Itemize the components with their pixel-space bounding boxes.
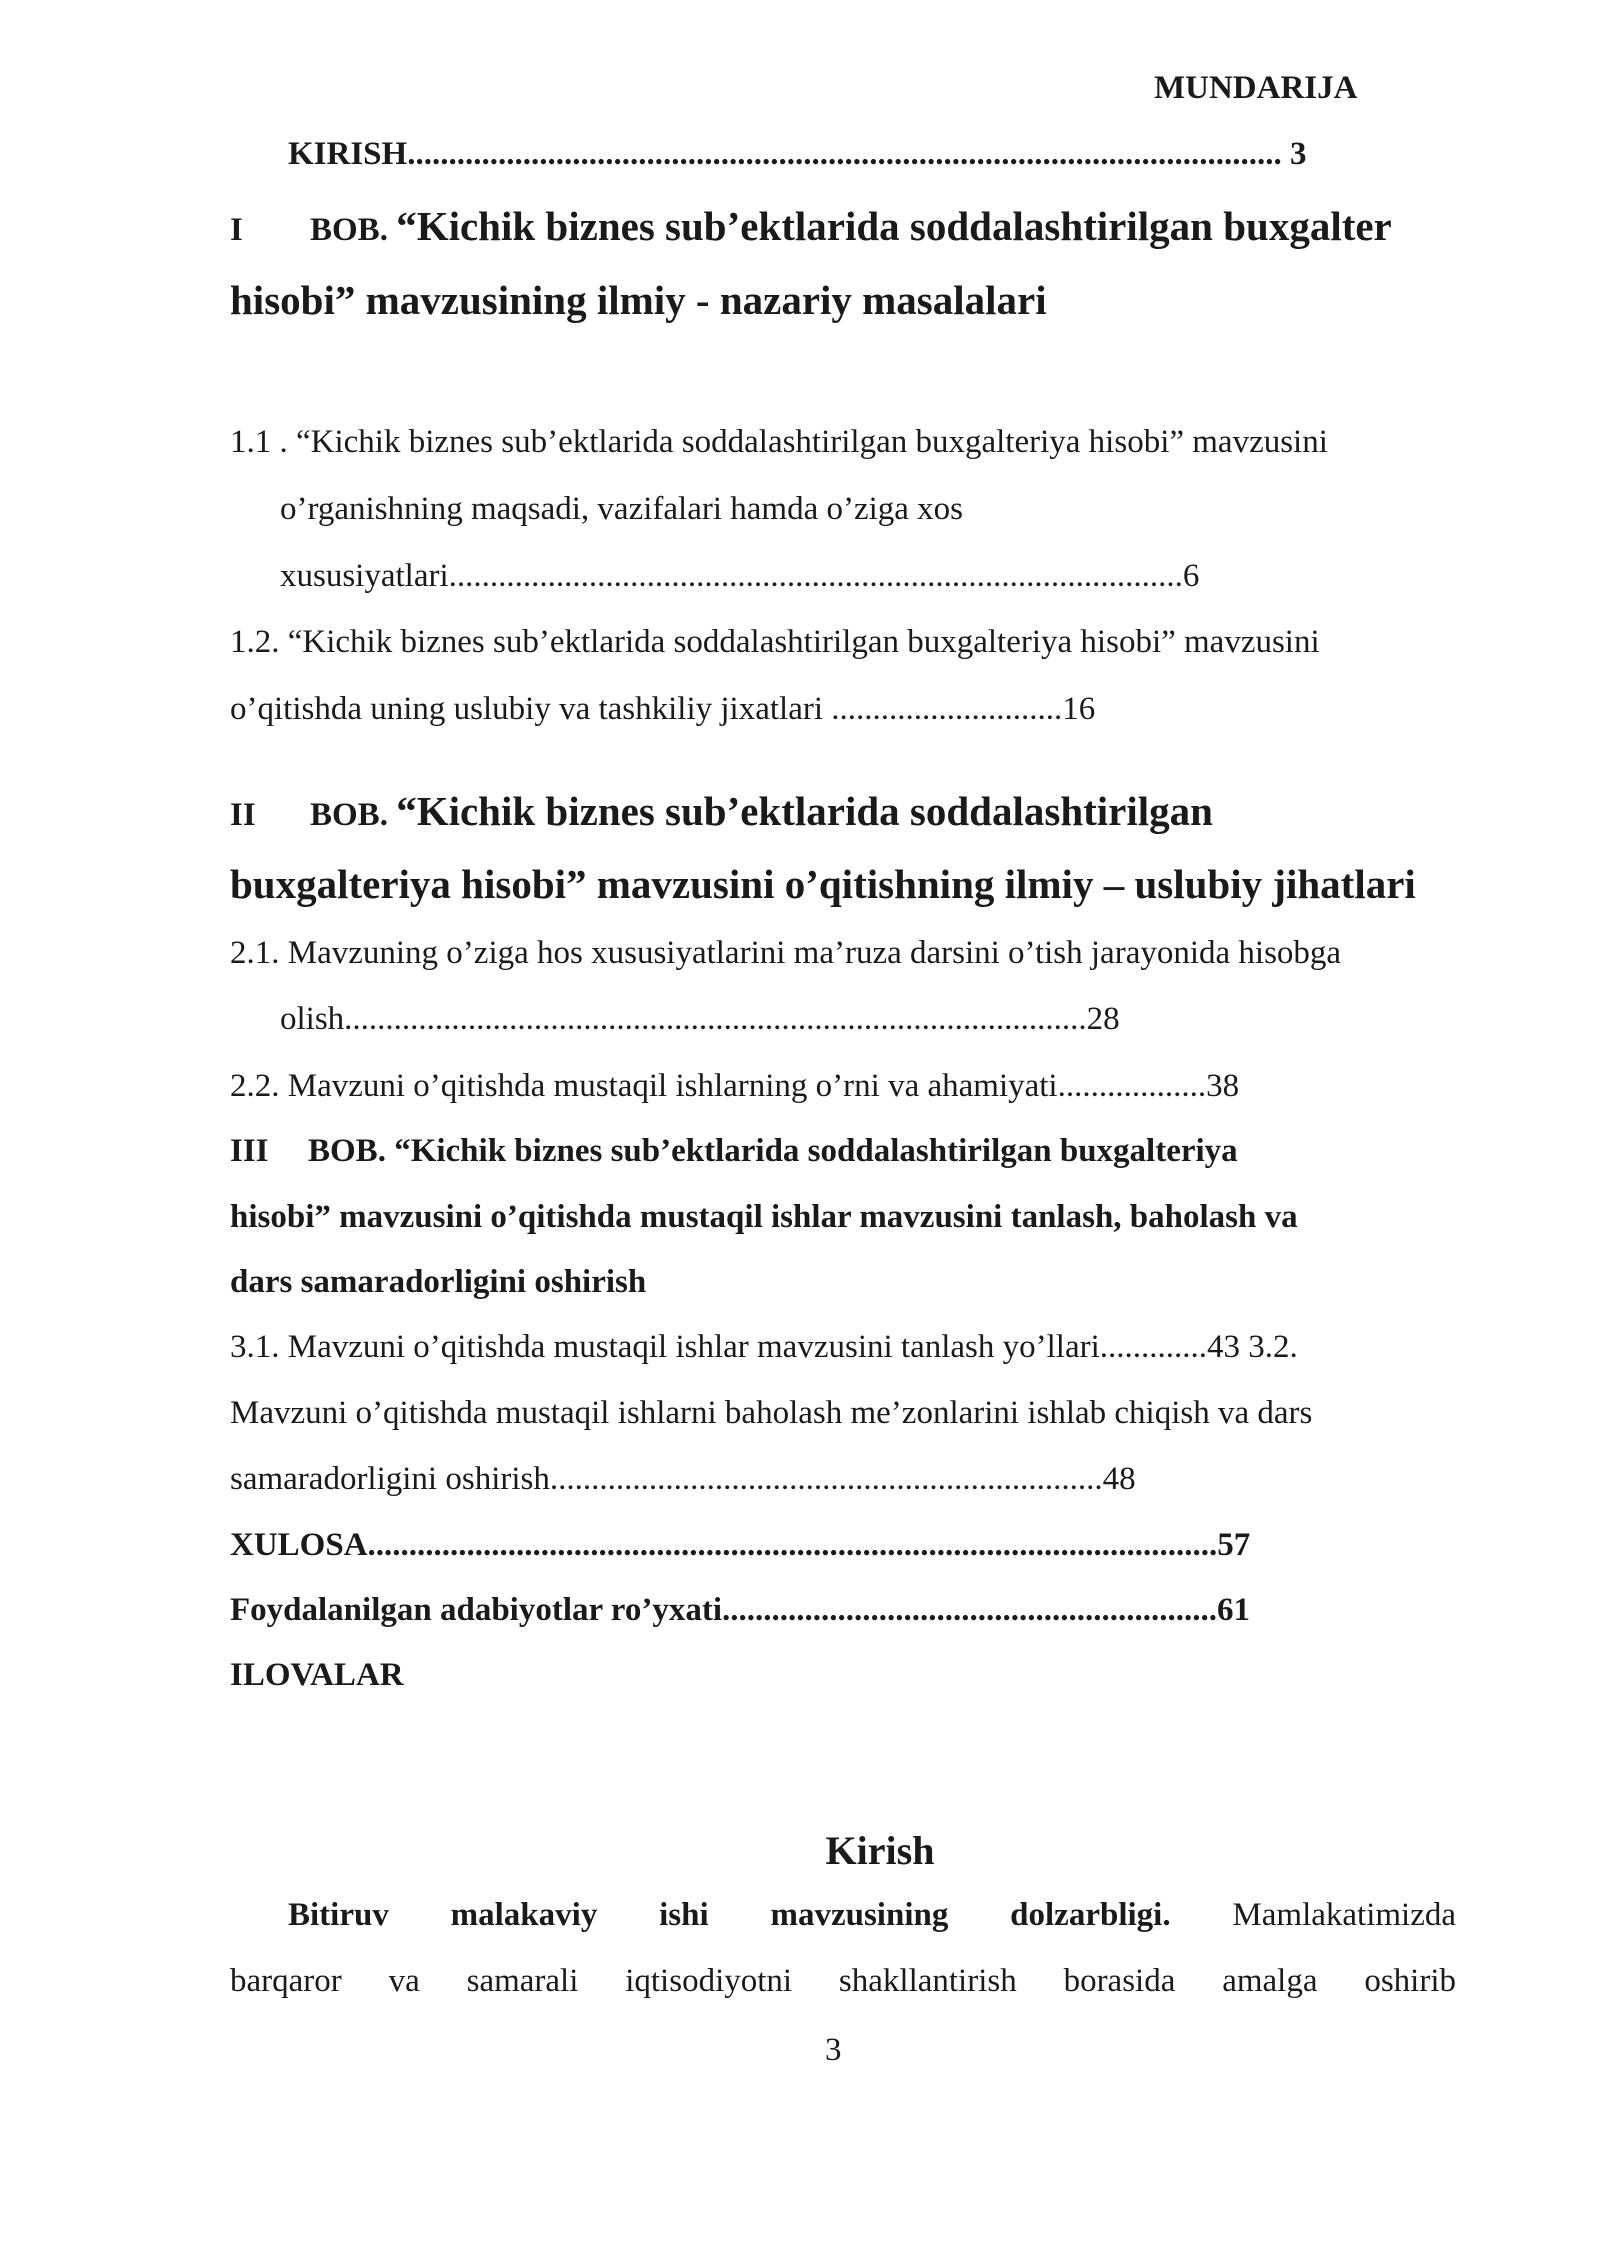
toc-chapter-3-heading xyxy=(230,1131,1238,1171)
toc-item-1-2-line2: o’qitishda uning uslubiy va tashkiliy jixatlari ............................16 xyxy=(230,691,1096,727)
toc-entry-xulosa: XULOSA.......................................................................................................57 xyxy=(230,1527,1251,1563)
toc-item-1-1-line2: o’rganishning maqsadi, vazifalari hamda o’ziga xos xyxy=(280,491,964,527)
chapter-2-bob: BOB. xyxy=(310,797,388,833)
toc-heading: MUNDARIJA xyxy=(1154,70,1358,106)
chapter-3-bob: BOB. xyxy=(308,1133,386,1169)
chapter-1-title-line1: “Kichik biznes sub’ektlarida soddalashtirilgan buxgalter xyxy=(396,203,1392,249)
toc-item-3-line3: samaradorligini oshirish...................................................................48 xyxy=(230,1461,1136,1497)
chapter-1-bob: BOB. xyxy=(310,212,388,248)
toc-item-1-1-line1: 1.1 . “Kichik biznes sub’ektlarida soddalashtirilgan buxgalteriya hisobi” mavzusini xyxy=(230,424,1328,460)
page-number: 3 xyxy=(825,2032,842,2068)
chapter-3-title-line1: “Kichik biznes sub’ektlarida soddalashtirilgan buxgalteriya xyxy=(394,1133,1238,1169)
toc-entry-ilovalar: ILOVALAR xyxy=(230,1657,404,1693)
chapter-2-title-line1: “Kichik biznes sub’ektlarida soddalashtirilgan xyxy=(396,788,1213,834)
toc-item-2-2: 2.2. Mavzuni o’qitishda mustaqil ishlarning o’rni va ahamiyati..................38 xyxy=(230,1068,1240,1104)
toc-item-2-1-line2: olish..........................................................................................28 xyxy=(280,1001,1120,1037)
toc-item-3-line1: 3.1. Mavzuni o’qitishda mustaqil ishlar mavzusini tanlash yo’llari.............43 3.2. xyxy=(230,1329,1298,1365)
intro-paragraph-line1 xyxy=(230,1895,1456,1935)
intro-title: Kirish xyxy=(825,1828,935,1873)
chapter-1-roman: I xyxy=(230,212,243,248)
intro-lead-bold: Bitiruv malakaviy ishi mavzusining dolzarbligi. xyxy=(288,1897,1171,1933)
toc-item-2-1-line1: 2.1. Mavzuning o’ziga hos xususiyatlarini ma’ruza darsini o’tish jarayonida hisobga xyxy=(230,935,1342,971)
chapter-3-roman: III xyxy=(230,1133,269,1169)
toc-item-3-line2: Mavzuni o’qitishda mustaqil ishlarni baholash me’zonlarini ishlab chiqish va dars xyxy=(230,1395,1313,1431)
chapter-2-roman: II xyxy=(230,797,256,833)
intro-paragraph-line2: barqaror va samarali iqtisodiyotni shakllantirish borasida amalga oshirib xyxy=(230,1963,1456,1999)
toc-item-1-2-line1: 1.2. “Kichik biznes sub’ektlarida soddalashtirilgan buxgalteriya hisobi” mavzusini xyxy=(230,624,1320,660)
toc-entry-kirish: KIRISH.......................................................................................................... 3 xyxy=(288,136,1307,172)
toc-chapter-2-heading xyxy=(230,786,1213,836)
intro-lead-rest: Mamlakatimizda xyxy=(1232,1897,1456,1933)
chapter-2-title-line2: buxgalteriya hisobi” mavzusini o’qitishning ilmiy – uslubiy jihatlari xyxy=(230,861,1416,907)
toc-entry-adabiyotlar: Foydalanilgan adabiyotlar ro’yxati............................................................61 xyxy=(230,1592,1251,1628)
chapter-1-title-line2: hisobi” mavzusining ilmiy - nazariy masalalari xyxy=(230,277,1047,323)
toc-item-1-1-line3: xususiyatlari.........................................................................................6 xyxy=(280,558,1200,594)
toc-chapter-1-heading xyxy=(230,201,1392,251)
chapter-3-title-line3: dars samaradorligini oshirish xyxy=(230,1264,647,1300)
chapter-3-title-line2: hisobi” mavzusini o’qitishda mustaqil ishlar mavzusini tanlash, baholash va xyxy=(230,1199,1298,1235)
